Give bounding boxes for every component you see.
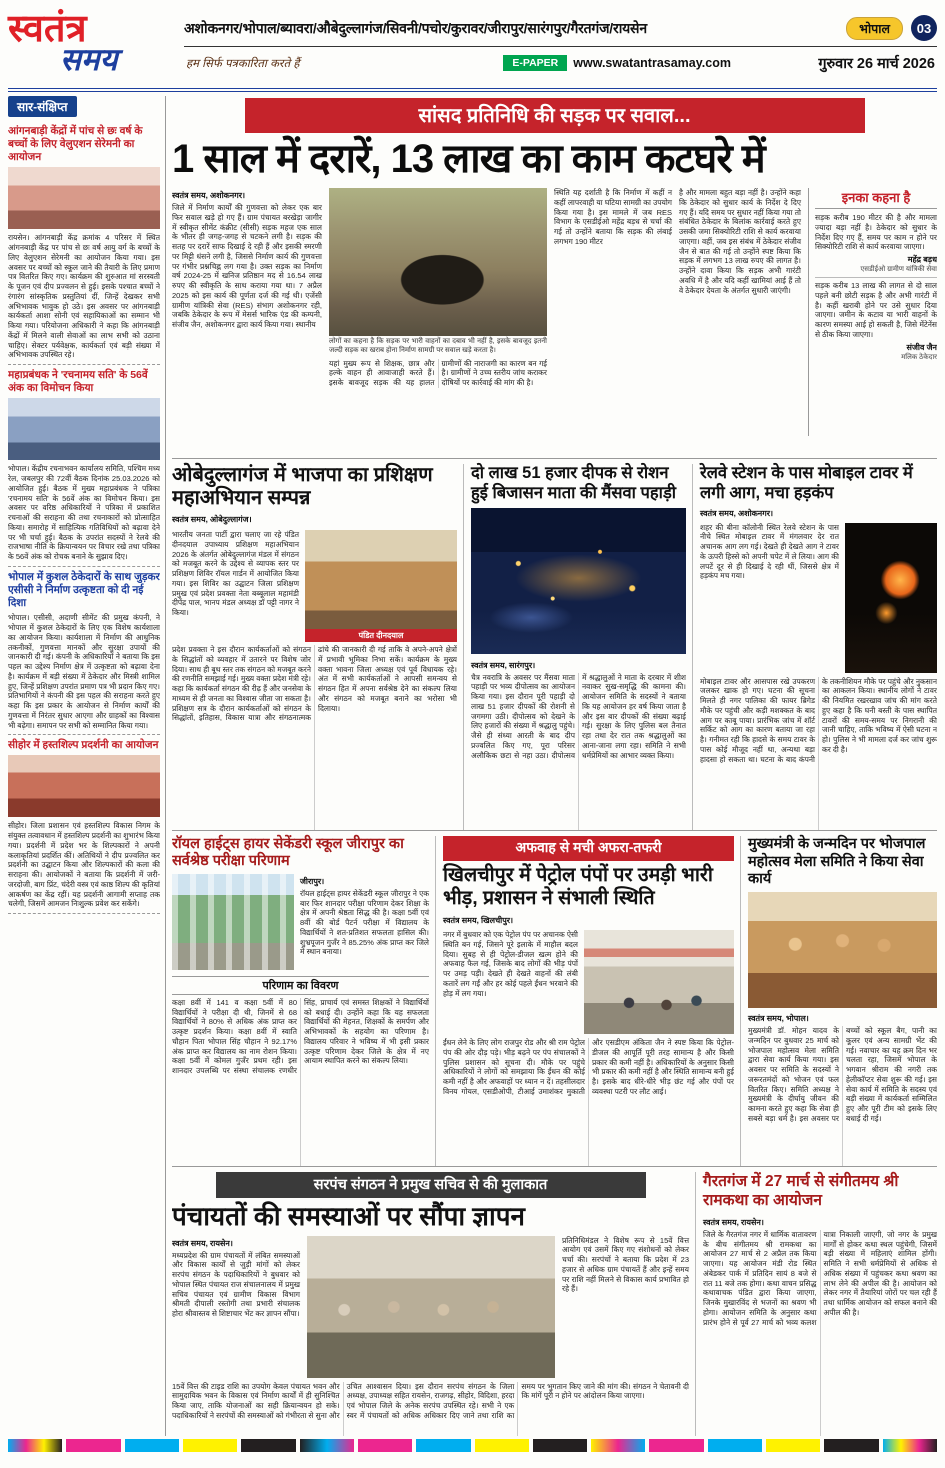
epaper-wrap [416, 55, 818, 71]
color-cell [183, 1439, 237, 1452]
color-cell [533, 1439, 587, 1452]
tagline: हम सिर्फ पत्रकारिता करते हैं [186, 57, 300, 70]
story-body: भोपाल। केंद्रीय रचनाभवन कार्यालय समिति, पश्चिम मध्य रेल, जबलपुर की 72वीं बैठक दिनांक 25.03.2026 को आयोजित हुई। बैठक में मुख्य महाप्रबंधक ने पत्रिका 'रचनामय सति' के 56वें अंक का विमोचन किया। इस अवसर पर वरिष्ठ अधिकारियों ने पत्रिका में प्रकाशित रचनाओं की सराहना की तथा रचनाकारों को प्रोत्साहित किया। समारोह में साहित्यिक गतिविधियों को बढ़ावा देने पर भी चर्चा हुई। बैठक के उपरांत सदस्यों ने रेलवे की राजभाषा नीति के क्रियान्वयन पर विचार रखे तथा पत्रिका के 56वें अंक को रोचक बनाने के सुझाव दिए। [8, 464, 160, 562]
dateline: स्वतंत्र समय, सारंगपुर। [471, 660, 536, 670]
lead-story [172, 96, 937, 458]
dateline: स्वतंत्र समय, ओबेदुल्लागंज। [172, 515, 252, 524]
edition-date: गुरुवार 26 मार्च 2026 [818, 56, 935, 72]
dateline: स्वतंत्र समय, अशोकनगर। [172, 191, 246, 201]
sidebar-title: सार-संक्षिप्त [8, 96, 77, 117]
story-headline: महाप्रबंधक ने 'रचनामय सति' के 56वें अंक का विमोचन किया [8, 369, 148, 395]
sarpanch-column-1 [172, 1236, 300, 1378]
petrol-text-1: नगर में बुधवार को एक पेट्रोल पंप पर अचानक ऐसी स्थिति बन गई, जिसने पूरे इलाके में माहौल बदल दिया। सुबह से ही पेट्रोल-डीजल खत्म होने की अफवाह फैल गई, जिसके बाद लोगों की भीड़ पंपों पर उमड़ पड़ी। देखते ही देखते वाहनों की लंबी कतारें लग गईं और हर कोई पहले ईंधन भरवाने की होड़ में लग गया। [443, 930, 578, 998]
lead-column-2 [554, 188, 672, 436]
color-cell [883, 1439, 937, 1452]
article-bjp-training [172, 464, 464, 830]
dateline: स्वतंत्र समय, रायसेन। [703, 1217, 764, 1227]
tower-mid-block [700, 523, 937, 673]
petrol-text-2: ईंधन लेने के लिए लोग राजपुर रोड और श्री राम पेट्रोल पंप की ओर दौड़ पड़े। भीड़ बढ़ने पर पंप संचालकों ने पुलिस प्रशासन को सूचना दी। मौके पर पहुंचे अधिकारियों ने लोगों को समझाया कि ईंधन की कोई कमी नहीं है और अफवाहों पर ध्यान न दें। तहसीलदार विनय गोयल, एसडीओपी, टीआई उमाशंकर मुकाती और एसडीएम अंकिता जैन ने स्पष्ट किया कि पेट्रोल-डीजल की आपूर्ति पूरी तरह सामान्य है और किसी प्रकार की कमी नहीं है। अधिकारियों के अनुसार किसी भी प्रकार की कमी नहीं है और स्थिति सामान्य बनी हुई है। इसके बाद धीरे-धीरे भीड़ छंट गई और पंपों पर व्यवस्था पटरी पर लौट आई। [443, 1038, 734, 1096]
ramkatha-text: जिले के गैरतगंज नगर में धार्मिक वातावरण के बीच संगीतमय श्री रामकथा का आयोजन 27 मार्च से 2 अप्रैल तक किया जाएगा। यह आयोजन मंडी रोड स्थित अंबेडकर पार्क में प्रतिदिन सायं 8 बजे से रात 11 बजे तक होगा। कथा वाचन प्रसिद्ध कथावाचक पंडित द्वारा किया जाएगा, जिनके मुखारविंद से भजनों का श्रवण भी होगा। आयोजन समिति के अनुसार कथा प्रारंभ होने से पूर्व 27 मार्च को भव्य कलश यात्रा निकाली जाएगी, जो नगर के प्रमुख मार्गों से होकर कथा स्थल पहुंचेगी, जिसमें बड़ी संख्या में महिलाएं शामिल होंगी। समिति ने सभी धर्मप्रेमियों से अधिक से अधिक संख्या में पहुंचकर कथा श्रवण का लाभ लेने की अपील की है। आयोजन को लेकर नगर में तैयारियां जोरों पर चल रही हैं तथा धार्मिक आयोजन को सफल बनाने की अपील की है। [703, 1229, 937, 1327]
damaged-road-photo [329, 188, 547, 336]
sarpanch-text-3: 15वें वित्त की टाइड राशि का उपयोग केवल पंचायत भवन और सामुदायिक भवन के विकास एवं निर्माण कार्यों में ही सुनिश्चित किया जाए, ताकि योजनाओं का सही क्रियान्वयन हो सके। पदाधिकारियों ने सरपंचों की समस्याओं को गंभीरता से सुना और उचित आश्वासन दिया। इस दौरान सरपंच संगठन के जिला अध्यक्ष, उपाध्यक्ष सहित रायसेन, राजगढ़, सीहोर, विदिशा, हरदा एवं भोपाल जिले के अनेक सरपंच उपस्थित रहे। सभी ने एक स्वर में पंचायतों को अधिक अधिकार दिए जाने तथा राशि का समय पर भुगतान किए जाने की मांग की। संगठन ने चेतावनी दी कि मांगें पूरी न होने पर आंदोलन किया जाएगा। [172, 1381, 689, 1420]
row-4 [172, 1166, 937, 1436]
cities-strip: अशोकनगर/भोपाल/ब्यावरा/औबेदुल्लागंज/सिवनी/पचोर/कुरावर/जीरापुर/सारंगपुर/गैरतगंज/रायसेन [184, 19, 647, 36]
article-sarpanch-memorandum [172, 1172, 696, 1436]
bjp-photo-band: पंडित दीनदयाल [305, 629, 457, 642]
color-cell [649, 1439, 703, 1452]
epaper-badge: E-PAPER [503, 55, 567, 71]
color-cell [300, 1439, 354, 1452]
sidebar-story-handicraft [8, 735, 160, 914]
sidebar-story-acc [8, 567, 160, 735]
lead-text-2: स्थिति यह दर्शाती है कि निर्माण में कहीं न कहीं लापरवाही या घटिया सामग्री का उपयोग किया गया है। इस मामले में जब RES विभाग के एसडीईओ महेंद्र बड़ध से चर्चा की गई तो उन्होंने बताया कि सड़क की लंबाई लगभग 190 मीटर [554, 188, 672, 246]
cities-row [184, 6, 937, 47]
story-body: भोपाल। एसीसी, अदाणी सीमेंट की प्रमुख कंपनी, ने भोपाल में कुशल ठेकेदारों के लिए एक विशेष कार्यशाला का आयोजन किया। कार्यशाला में निर्माण की आधुनिक तकनीकों, गुणवत्ता मानकों और सुरक्षा उपायों की जानकारी दी गई। कंपनी के अधिकारियों ने बताया कि इस पहल का उद्देश्य निर्माण क्षेत्र में उत्कृष्टता को बढ़ावा देना है। कार्यक्रम में बड़ी संख्या में ठेकेदार और मिस्त्री शामिल हुए, जिन्हें प्रशिक्षण उपरांत प्रमाण पत्र भी प्रदान किए गए। प्रतिभागियों ने कंपनी की इस पहल की सराहना करते हुए कहा कि इस प्रकार के आयोजन से निर्माण कार्यों की गुणवत्ता में निरंतर सुधार आएगा और ग्राहकों का विश्वास भी बढ़ेगा। समापन पर सभी को सम्मानित किया गया। [8, 613, 160, 730]
lead-column-1 [172, 188, 322, 436]
quote-box [808, 188, 937, 436]
masthead [8, 6, 937, 92]
row-3 [172, 830, 937, 1166]
sarpanch-text-2: प्रतिनिधिमंडल ने विशेष रूप से 15वें वित्त आयोग एवं उसमें किए गए संशोधनों को लेकर चर्चा की। सरपंचों ने बताया कि प्रदेश में 23 हजार से अधिक ग्राम पंचायतें हैं और इन्हें समय पर राशि नहीं मिलने से विकास कार्य प्रभावित हो रहे हैं। [562, 1235, 689, 1294]
article-headline: ओबेदुल्लागंज में भाजपा का प्रशिक्षण महाअभियान सम्पन्न [172, 464, 433, 509]
article-ramkatha [703, 1172, 937, 1436]
lead-kicker: सांसद प्रतिनिधि की सड़क पर सवाल... [245, 98, 865, 133]
color-cell [766, 1439, 820, 1452]
tower-fire-photo [845, 523, 937, 673]
main-area [172, 96, 937, 1436]
quote-2-name: संजीव जैन [906, 342, 937, 352]
petrol-mid-block [443, 930, 734, 1034]
bjp-text-1: भारतीय जनता पार्टी द्वारा चलाए जा रहे पंडित दीनदयाल उपाध्याय प्रशिक्षण महाअभियान 2026 के अंतर्गत ओबेदुल्लागंज मंडल में संगठन को मजबूत करने के उद्देश्य से व्यापक स्तर पर प्रशिक्षण शिविर रॉयल गार्डन में आयोजित किया गया। इस शिविर का उद्घाटन जिला प्रशिक्षण प्रमुख एवं प्रदेश प्रवक्ता नेता बब्बूलाल महामंडी दीपेंद्र पाल, भानप मंडल अध्यक्ष डॉ पट्टी नागर ने किया। [172, 530, 299, 617]
page-number: 03 [911, 15, 937, 41]
masthead-subrow [184, 47, 937, 73]
article-deepotsav [471, 464, 693, 830]
article-school-result [172, 836, 436, 1166]
lead-center-block [329, 188, 547, 436]
road-photo-caption: लोगों का कहना है कि सड़क पर भारी वाहनों का दबाव भी नहीं है, इसके बावजूद इतनी जल्दी सड़क का खराब होना निर्माण सामग्री पर सवाल खड़े करता है। [329, 338, 547, 354]
cm-text: मुख्यमंत्री डॉ. मोहन यादव के जन्मदिन पर बुधवार 25 मार्च को भोजपाल महोत्सव मेला समिति द्वारा सेवा कार्य किया गया। इस अवसर पर समिति के सदस्यों ने जरूरतमंदों को भोजन एवं फल वितरित किए। समिति अध्यक्ष ने मुख्यमंत्री के दीर्घायु जीवन की कामना करते हुए कहा कि सेवा ही सबसे बड़ा धर्म है। इस अवसर पर बच्चों को स्कूल बैग, पानी का कूलर एवं अन्य सामग्री भेंट की गई। नवाचार का यह क्रम दिन भर चलता रहा, जिसमें भोपाल के भगवान श्रीराम की नगरी तक हेलीकॉप्टर सेवा शुरू की गई। इस सेवा कार्य में समिति के सदस्य एवं बड़ी संख्या में कार्यकर्ता सम्मिलित हुए और पूरी टीम को इसके लिए बधाई दी गई। [748, 1026, 937, 1123]
color-strip [8, 1439, 937, 1452]
story-headline: सीहोर में हस्तशिल्प प्रदर्शनी का आयोजन [8, 739, 159, 752]
story-headline: आंगनबाड़ी केंद्रों में पांच से छः वर्ष के बच्चों के लिए वेलुएशन सेरेमनी का आयोजन [8, 125, 143, 164]
edition-badge: भोपाल [846, 17, 903, 40]
handicraft-photo [8, 755, 160, 817]
quote-2-text: सड़क करीब 13 लाख की लागत से दो साल पहले बनी छोटी सड़क है और अभी गारंटी में है। कहीं खराबी होने पर उसे सुधार दिया जाएगा। जमीन के कटाव या भारी वाहनों के कारण समस्या आई हो सकती है, जिसे मेंटेनेंस से ठीक किया जाएगा। [815, 281, 937, 339]
sarpanch-mid-block [172, 1236, 689, 1378]
article-headline: गैरतगंज में 27 मार्च से संगीतमय श्री रामकथा का आयोजन [703, 1173, 899, 1210]
magazine-release-photo [8, 398, 160, 460]
color-cell [358, 1439, 412, 1452]
quote-1-role: एसडीईओ ग्रामीण यांत्रिकी सेवा [815, 265, 937, 278]
delegation-group-photo [307, 1236, 555, 1378]
article-cm-birthday [748, 836, 937, 1166]
school-building-photo [172, 874, 294, 970]
dateline: स्वतंत्र समय, रायसेन। [172, 1238, 233, 1248]
article-headline: मुख्यमंत्री के जन्मदिन पर भोजपाल महोत्सव मेला समिति ने किया सेवा कार्य [748, 836, 926, 888]
masthead-right [184, 6, 937, 88]
dateline: जीरापुर। [300, 876, 325, 886]
page-content [8, 92, 937, 1436]
bjp-mid-block [172, 530, 457, 642]
quote-2-role: मलिक ठेकेदार [901, 353, 937, 361]
color-cell [475, 1439, 529, 1452]
color-cell [708, 1439, 762, 1452]
dateline: स्वतंत्र समय, खिलचीपुर। [443, 916, 514, 925]
deepak-text: चैत्र नवरात्रि के अवसर पर मैंसवा माता पहाड़ी पर भव्य दीपोत्सव का आयोजन किया गया। इस दौरान पूरी पहाड़ी दो लाख 51 हजार दीपकों की रोशनी से जगमगा उठी। दीपोत्सव को देखने के लिए हजारों की संख्या में श्रद्धालु पहुंचे। जैसे ही संध्या आरती के बाद दीप प्रज्वलित किए गए, पूरा परिसर अलौकिक छटा से नहा उठा। दीपोत्सव में श्रद्धालुओं ने माता के दरबार में शीश नवाकर सुख-समृद्धि की कामना की। आयोजन समिति के सदस्यों ने बताया कि यह आयोजन हर वर्ष किया जाता है और इस बार दीपकों की संख्या बढ़ाई गई। सुरक्षा के लिए पुलिस बल तैनात रहा तथा देर रात तक श्रद्धालुओं का आना-जाना लगा रहा। समिति ने सभी धर्मप्रेमियों का आभार व्यक्त किया। [471, 672, 686, 760]
story-body: रायसेन। आंगनबाड़ी केंद्र क्रमांक 4 परिसर में स्थित आंगनबाड़ी केंद्र पर पांच से छः वर्ष आयु वर्ग के बच्चों के लिए वेलुएशन सेरेमनी का आयोजन किया गया। इस अवसर पर बच्चों को स्कूल जाने की तैयारी के लिए प्रमाण पत्र वितरित किए गए। कार्यक्रम की शुरुआत मां सरस्वती के पूजन एवं दीप प्रज्वलन से हुई। इसके पश्चात बच्चों ने रंगारंग सांस्कृतिक प्रस्तुतियां दीं, जिन्हें देखकर सभी अभिभावक भावुक हो उठे। इस अवसर पर आंगनबाड़ी कार्यकर्ता आशा सोनी एवं सहायिकाओं का सम्मान भी किया गया। परियोजना अधिकारी ने कहा कि आंगनबाड़ी केंद्रों में मिलने वाली सेवाओं का लाभ सभी को उठाना चाहिए। सेक्टर पर्यवेक्षक, कार्यकर्ता एवं बड़ी संख्या में अभिभावक उपस्थित रहे। [8, 233, 160, 360]
sidebar-story-anganwadi [8, 121, 160, 365]
school-intro-wrap [300, 874, 429, 970]
story-headline: भोपाल में कुशल ठेकेदारों के साथ जुड़कर एसीसी ने निर्माण उत्कृष्टता को दी नई दिशा [8, 570, 160, 610]
lead-text-1: जिले में निर्माण कार्यों की गुणवत्ता को लेकर एक बार फिर सवाल खड़े हो गए हैं। ग्राम पंचायत बरखेड़ा जागीर में स्वीकृत सीमेंट कंक्रीट (सीसी) सड़क महज एक साल के भीतर ही जगह-जगह से चटकने लगी है। सड़क की सतह पर दरारें साफ दिखाई दे रही हैं और इसकी स्मरणी पर मिट्टी धंसने लगी है, जिससे निर्माण कार्य की गुणवत्ता पर गंभीर प्रश्नचिह्न लग गया है। उक्त सड़क का निर्माण वर्ष 2024-25 में खनिज प्रतिष्ठान मद से 16.54 लाख रुपए की स्वीकृति के साथ कराया गया था। 7 अप्रैल 2025 को इस कार्य की पूर्णता दर्ज की गई थी। एजेंसी ग्रामीण यांत्रिकी सेवा (RES) संभाग अशोकनगर रही, जबकि ठेकेदार के रूप में मेसर्स भारिक एंड की कम्पनी, संजीव जैन, अशोकनगर द्वारा कार्य किया गया। स्थानीय [172, 203, 322, 330]
dateline: स्वतंत्र समय, अशोकनगर। [700, 508, 774, 518]
color-cell [591, 1439, 645, 1452]
logo-swatantra: स्वतंत्र [8, 8, 87, 50]
lead-text-center: यहां मुख्य रूप से शिक्षक, छात्र और हल्के वाहन ही आवाजाही करते हैं। इसके बावजूद सड़क की यह हालत ग्रामीणों की नाराजगी का कारण बन गई है। ग्रामीणों ने उच्च स्तरीय जांच कराकर दोषियों पर कार्रवाई की मांग की है। [329, 358, 547, 388]
school-mid-block [172, 874, 429, 970]
quote-box-title: इनका कहना है [815, 188, 937, 209]
petrol-pump-crowd-photo [584, 930, 734, 1034]
story-body: सीहोर। जिला प्रशासन एवं हस्तशिल्प विकास निगम के संयुक्त तत्वावधान में हस्तशिल्प प्रदर्शनी का शुभारंभ किया गया। प्रदर्शनी में प्रदेश भर के शिल्पकारों ने अपनी कलाकृतियां प्रदर्शित कीं। अतिथियों ने दीप प्रज्वलित कर प्रदर्शनी का उद्घाटन किया और शिल्पकारों की कला की सराहना की। आयोजकों ने बताया कि प्रदर्शनी में जरी-जरदोजी, बाग प्रिंट, चंदेरी वस्त्र एवं काष्ठ शिल्प की कृतियां आकर्षण का केंद्र रहीं। यह प्रदर्शनी आगामी सप्ताह तक चलेगी, जिसमें आमजन निःशुल्क प्रवेश कर सकेंगे। [8, 821, 160, 909]
color-cell [66, 1439, 120, 1452]
lead-column-3 [679, 188, 801, 436]
color-cell [8, 1439, 62, 1452]
dateline: स्वतंत्र समय, भोपाल। [748, 1014, 809, 1024]
summary-sidebar [8, 96, 166, 1436]
color-cell [241, 1439, 295, 1452]
color-cell [125, 1439, 179, 1452]
sidebar-story-magazine [8, 365, 160, 567]
tower-text-1: शहर की बीना कॉलोनी स्थित रेलवे स्टेशन के पास नीचे स्थित मोबाइल टावर में मंगलवार देर रात अचानक आग लग गई। देखते ही देखते आग ने टावर के ऊपरी हिस्से को अपनी चपेट में ले लिया। आग की लपटें दूर से ही दिखाई दे रही थीं, जिससे क्षेत्र में हड़कंप मच गया। [700, 522, 839, 581]
article-headline: दो लाख 51 हजार दीपक से रोशन हुई बिजासन माता की मैंसवा पहाड़ी [471, 464, 677, 502]
article-headline: पंचायतों की समस्याओं पर सौंपा ज्ञापन [172, 1201, 525, 1231]
bjp-training-photo [305, 530, 457, 642]
seva-karya-photo [748, 892, 937, 1008]
article-headline: खिलचीपुर में पेट्रोल पंपों पर उमड़ी भारी भीड़, प्रशासन ने संभाली स्थिति [443, 864, 713, 909]
lead-headline: 1 साल में दरारें, 13 लाख का काम कटघरे में [172, 137, 765, 181]
website-text: www.swatantrasamay.com [573, 56, 731, 70]
color-cell [824, 1439, 878, 1452]
quote-1-text: सड़क करीब 190 मीटर की है और मामला ज्यादा बड़ा नहीं है। ठेकेदार को सुधार के निर्देश दिए गए हैं, समय पर काम न होने पर सिक्योरिटी राशि से कार्य करवाया जाएगा। [815, 213, 937, 252]
lead-text-3: है और मामला बहुत बड़ा नहीं है। उन्होंने कहा कि ठेकेदार को सुधार कार्य के निर्देश दे दिए गए हैं। यदि समय पर सुधार नहीं किया गया तो संबंधित ठेकेदार के बिलांक कार्रवाई करते हुए उसकी जमा सिक्योरिटी राशि से कार्य करवाया जाएगा। वहीं, जब इस संबंध में ठेकेदार संजीव जैन से बात की गई तो उन्होंने स्पष्ट किया कि सड़क में लगभग 13 लाख रुपए की लागत है। उन्होंने दावा किया कि सड़क अभी गारंटी अवधि में है और यदि कहीं खामियां आई हैं तो वे ठेकेदार देयता के अंतर्गत सुधारी जाएंगी। [679, 188, 801, 295]
result-details-subhead: परिणाम का विवरण [172, 976, 429, 995]
school-text: कक्षा 8वीं में 141 व कक्षा 5वीं में 80 विद्यार्थियों ने परीक्षा दी थी, जिनमें से 68 विद्यार्थियों ने 80% से अधिक अंक प्राप्त कर उत्कृष्ट प्रदर्शन किया। कक्षा 8वीं में स्वाति चौहान पिता भोपाल सिंह चौहान ने 92.17% अंक प्राप्त कर विद्यालय का नाम रोशन किया। कक्षा 5वीं में कोमल गुजँर प्रथम रही। इस शानदार उपलब्धि पर संस्था संचालक रणधीर सिंह, प्राचार्य एवं समस्त शिक्षकों ने विद्यार्थियों को बधाई दी। उन्होंने कहा कि यह सफलता विद्यार्थियों की मेहनत, शिक्षकों के समर्पण और अभिभावकों के सहयोग का परिणाम है। विद्यालय परिवार ने भविष्य में भी इसी प्रकार उत्कृष्ट परिणाम देकर जिले के क्षेत्र में नए आयाम स्थापित करने का संकल्प लिया। [172, 997, 429, 1076]
bjp-text-2: प्रदेश प्रवक्ता ने इस दौरान कार्यकर्ताओं को संगठन के सिद्धांतों को व्यवहार में उतारने पर विशेष जोर दिया। साथ ही बूथ स्तर तक संगठन को मजबूत करने की रणनीति समझाई गई। मुख्य वक्ता प्रदेश मंत्री रहे। कहा कि कार्यकर्ता संगठन की रीढ़ हैं और जनसेवा के माध्यम से ही जनता का विश्वास जीता जा सकता है। प्रशिक्षण सत्र के दौरान कार्यकर्ताओं को संगठन के सिद्धांतों, इतिहास, विकास यात्रा और संगठनात्मक ढांचे की जानकारी दी गई ताकि वे अपने-अपने क्षेत्रों में प्रभावी भूमिका निभा सकें। कार्यक्रम के मुख्य वक्ता भावना जिला अध्यक्ष एवं पूर्व विधायक रहे। अंत में सभी कार्यकर्ताओं ने आपसी समन्वय से संगठन हित में अपना सर्वश्रेष्ठ देने का संकल्प लिया और संगठन को मजबूत बनाने का भरोसा भी दिलाया। [172, 645, 457, 723]
rumor-banner: अफवाह से मची अफरा-तफरी [443, 836, 734, 861]
lead-body [172, 188, 937, 436]
row-2 [172, 458, 937, 830]
newspaper-logo [8, 6, 176, 88]
article-headline: रॉयल हाईट्स हायर सेकेंडरी स्कूल जीरापुर का सर्वश्रेष्ठ परीक्षा परिणाम [172, 836, 404, 870]
tower-text-2: मोबाइल टावर और आसपास रखे उपकरण जलकर खाक हो गए। घटना की सूचना मिलते ही नगर पालिका की फायर ब्रिगेड मौके पर पहुंची और कड़ी मशक्कत के बाद आग पर काबू पाया। प्रारंभिक जांच में शॉर्ट सर्किट को आग का कारण बताया जा रहा है। गनीमत रही कि हादसे के समय टावर के पास कोई मौजूद नहीं था, अन्यथा बड़ा हादसा हो सकता था। घटना के बाद कंपनी के तकनीशियन मौके पर पहुंचे और नुकसान का आकलन किया। स्थानीय लोगों ने टावर की नियमित रखरखाव जांच की मांग करते हुए कहा है कि घनी बस्ती के पास स्थापित टावरों की समय-समय पर निगरानी की जानी चाहिए, ताकि भविष्य में ऐसी घटना न हो। पुलिस ने भी मामला दर्ज कर जांच शुरू कर दी है। [700, 676, 937, 764]
color-cell [416, 1439, 470, 1452]
sarpanch-text-1: मध्यप्रदेश की ग्राम पंचायतों में लंबित समस्याओं और विकास कार्यों से जुड़ी मांगों को लेकर सरपंच संगठन के पदाधिकारियों ने बुधवार को भोपाल स्थित पंचायत राज संचालनालय में प्रमुख सचिव पंचायत एवं ग्रामीण विकास विभाग श्रीमती दीपाली रस्तोगी तथा प्रभारी संचालक होरा श्रीवास्तव से शिष्टाचार भेंट कर ज्ञापन सौंपा। [172, 1250, 300, 1319]
logo-samay: समय [60, 42, 118, 77]
anganwadi-photo [8, 167, 160, 229]
article-tower-fire [700, 464, 937, 830]
school-intro: रॉयल हाईट्स हायर सेकेंडरी स्कूल जीरापुर ने एक बार फिर शानदार परीक्षा परिणाम देकर शिक्षा के क्षेत्र में अपनी श्रेष्ठता सिद्ध की है। कक्षा 5वीं एवं 8वीं की बोर्ड पैटर्न परीक्षा में विद्यालय के विद्यार्थियों ने शत-प्रतिशत सफलता हासिल की। शुभ्रपूजन गुजँर ने 85.25% अंक प्राप्त कर जिले में स्थान बनाया। [300, 888, 429, 957]
article-petrol-rumor [443, 836, 741, 1166]
article-headline: रेलवे स्टेशन के पास मोबाइल टावर में लगी आग, मचा हड़कंप [700, 464, 913, 502]
quote-1-name: महेंद्र बड़ध [907, 255, 937, 265]
illuminated-hill-photo [471, 508, 686, 654]
sarpanch-banner: सरपंच संगठन ने प्रमुख सचिव से की मुलाकात [216, 1172, 646, 1198]
